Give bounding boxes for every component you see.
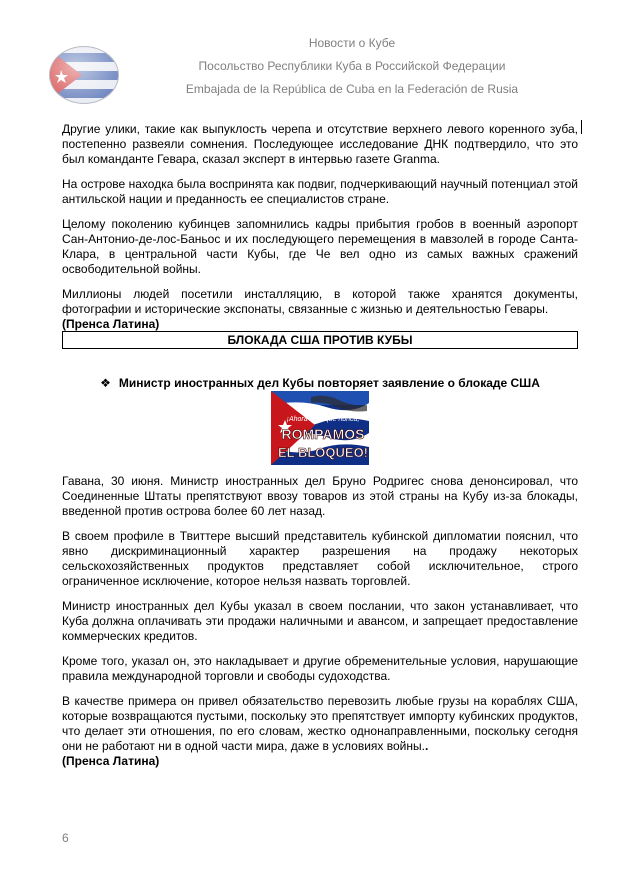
article-2-paragraph: Министр иностранных дел Кубы указал в своем послании, что закон устанавливает, что Куба должна оплачивать эти продажи наличными и авансом, и запрещает предоставление коммерческих кредитов. [62,599,578,643]
header-embassy-es: Embajada de la República de Cuba en la Federación de Rusia [185,82,519,96]
page-header [0,0,624,110]
article-2-paragraph: Кроме того, указал он, это накладывает и другие обременительные условия, нарушающие правила международной торговли и свободы судоходства. [62,654,578,683]
article-1-paragraph: Другие улики, такие как выпуклость черепа и отсутствие верхнего левого коренного зуба, постепенно развеяли сомнения. Последующее исследование ДНК подтвердило, что это был команданте Гевара, сказал эксперт в интервью газете Granma. [62,122,578,166]
header-embassy-ru: Посольство Республики Куба в Российской Федерации [198,59,506,73]
page-number: 6 [62,831,69,845]
text-cursor [581,120,582,134]
article-2-paragraph: Гавана, 30 июня. Министр иностранных дел Бруно Родригес снова денонсировал, что Соединенные Штаты препятствуют ввозу товаров из этой страны на Кубу из-за блокады, введенной против острова более 60 лет назад. [62,474,578,518]
article-1-paragraph: На острове находка была воспринята как подвиг, подчеркивающий научный потенциал этой антильской нации и преданность ее специалистов стране. [62,177,578,206]
article-1 [62,122,578,342]
article-2-paragraph: В своем профиле в Твиттере высший представитель кубинской дипломатии пояснил, что явно дискриминационный характер разрешения на продажу некоторых сельскохозяйственных продуктов представляет собой исключительное, строго ограниченное исключение, которое нельзя назвать торговлей. [62,529,578,588]
article-1-source: (Пренса Латина) [62,317,160,331]
article-2-paragraph-text: В качестве примера он привел обязательство перевозить любые грузы на кораблях США, которые возвращаются пустыми, поскольку это препятствует импорту кубинских продуктов, что делает эти отношения, по его словам, жестко однонаправленными, поскольку сегодня они не работают ни в одной части мира, даже в условиях войны. [62,694,578,753]
banner-line-3: EL BLOQUEO! [277,445,369,460]
diamond-bullet-icon: ❖ [100,376,111,390]
banner-line-1: ¡Ahora más que nunca, [286,416,360,423]
article-1-paragraph-text: Миллионы людей посетили инсталляцию, в которой также хранятся документы, фотографии и исторические экспонаты, связанные с жизнью и деятельностью Гевары. [62,287,578,316]
article-2-title-text: Министр иностранных дел Кубы повторяет заявление о блокаде США [118,376,540,390]
cuban-flag-logo [48,45,120,105]
article-2-last-paragraph [62,694,578,769]
article-1-last-paragraph [62,287,578,332]
section-heading: БЛОКАДА США ПРОТИВ КУБЫ [62,331,578,349]
article-2-source-punct: . [424,739,429,753]
header-title: Новости о Кубе [308,36,396,50]
banner-line-2: ROMPAMOS [281,426,365,442]
article-2-title [62,376,578,390]
rompamos-el-bloqueo-banner [271,391,369,465]
article-2-source: (Пренса Латина) [62,754,160,768]
article-1-paragraph: Целому поколению кубинцев запомнились кадры прибытия гробов в военный аэропорт Сан-Антонио-де-лос-Баньос и их последующего перемещения в мавзолей в городе Санта-Клара, в центральной части Кубы, где Че вел одно из самых важных сражений освободительной войны. [62,217,578,276]
article-2-body [62,474,578,779]
